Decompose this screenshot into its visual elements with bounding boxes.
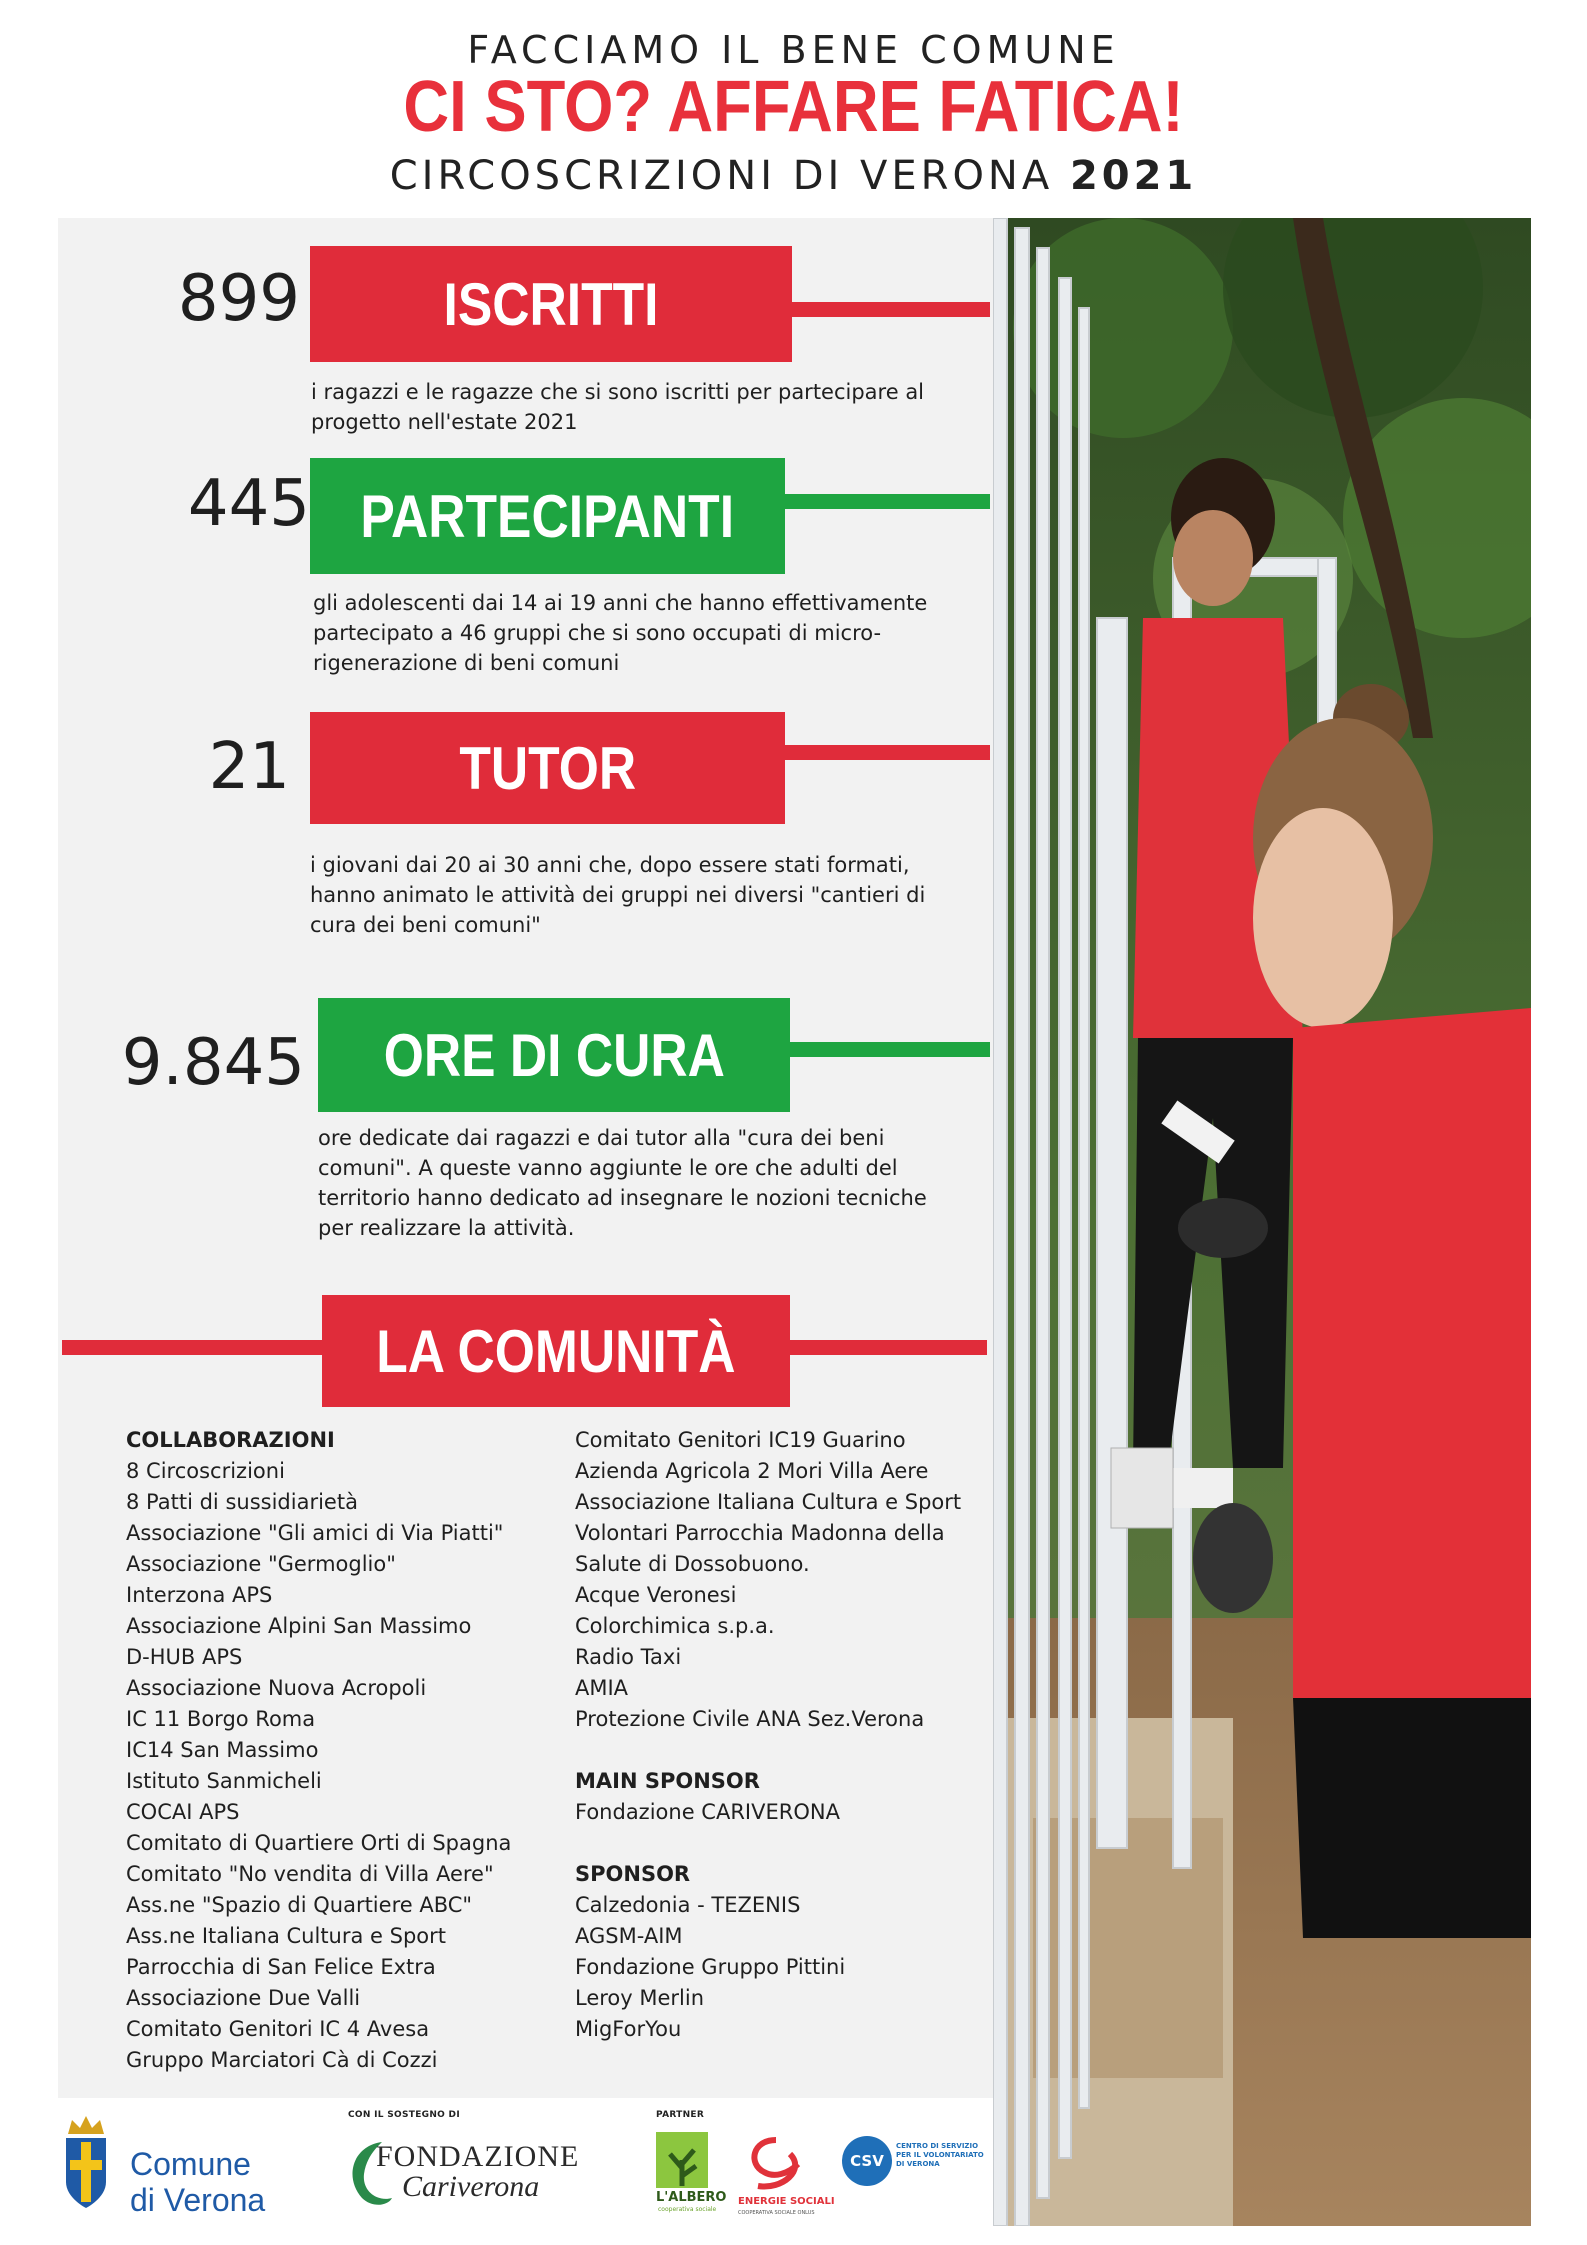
list-item: Associazione "Gli amici di Via Piatti": [126, 1521, 504, 1545]
list-item: Calzedonia - TEZENIS: [575, 1893, 801, 1917]
desc-line: i ragazzi e le ragazze che si sono iscritti per partecipare al: [311, 380, 925, 404]
desc-line: ore dedicate dai ragazzi e dai tutor alla "cura dei beni: [318, 1126, 885, 1150]
stat-bar-iscritti: [790, 302, 990, 317]
header-kicker: FACCIAMO IL BENE COMUNE: [467, 28, 1120, 72]
list-item: Fondazione Gruppo Pittini: [575, 1955, 846, 1979]
list-item: Comitato Genitori IC19 Guarino: [575, 1428, 906, 1452]
list-item: COCAI APS: [126, 1800, 240, 1824]
desc-line: cura dei beni comuni": [310, 913, 541, 937]
list-item: 8 Circoscrizioni: [126, 1459, 285, 1483]
energie-sociali-icon: [738, 2134, 814, 2194]
list-item: Colorchimica s.p.a.: [575, 1614, 775, 1638]
list-item: Associazione "Germoglio": [126, 1552, 396, 1576]
list-item: D-HUB APS: [126, 1645, 243, 1669]
stat-banner-tutor: [310, 712, 785, 824]
desc-line: territorio hanno dedicato ad insegnare le nozioni tecniche: [318, 1186, 927, 1210]
list-item: Associazione Italiana Cultura e Sport: [575, 1490, 962, 1514]
list-item: Radio Taxi: [575, 1645, 682, 1669]
stat-number-ore-di-cura: 9.845: [121, 1026, 305, 1100]
stat-label-ore-di-cura: ORE DI CURA: [383, 1021, 725, 1089]
collaborazioni-heading: COLLABORAZIONI: [126, 1428, 335, 1452]
list-item: Salute di Dossobuono.: [575, 1552, 810, 1576]
csv-line: CENTRO DI SERVIZIO: [896, 2142, 979, 2150]
list-item: IC 11 Borgo Roma: [126, 1707, 316, 1731]
desc-line: partecipato a 46 gruppi che si sono occupati di micro-: [313, 621, 882, 645]
comune-line: Comune: [130, 2146, 251, 2182]
list-spacer: [575, 1828, 990, 1859]
comune-crest-icon: [62, 2112, 110, 2212]
list-item: Protezione Civile ANA Sez.Verona: [575, 1707, 925, 1731]
list-item: Ass.ne Italiana Cultura e Sport: [126, 1924, 447, 1948]
collaborazioni-sponsor-list: [575, 1425, 990, 2045]
list-item: Istituto Sanmicheli: [126, 1769, 322, 1793]
photo-illustration: [993, 218, 1531, 2226]
desc-line: hanno animato le attività dei gruppi nei diversi "cantieri di: [310, 883, 926, 907]
stat-banner-iscritti: [310, 246, 792, 362]
stat-description-partecipanti: [313, 588, 973, 678]
partner-label: PARTNER: [656, 2110, 705, 2120]
sponsor-heading: SPONSOR: [575, 1862, 691, 1886]
list-item: Associazione Alpini San Massimo: [126, 1614, 472, 1638]
stat-banner-partecipanti: [310, 458, 785, 574]
fondazione-line: Cariverona: [402, 2170, 540, 2203]
desc-line: rigenerazione di beni comuni: [313, 651, 620, 675]
stat-bar-tutor: [782, 745, 990, 760]
volunteers-photo: [993, 218, 1531, 2226]
header-subline: [0, 153, 1587, 199]
list-item: Comitato di Quartiere Orti di Spagna: [126, 1831, 512, 1855]
albero-tree-icon: [656, 2132, 708, 2188]
list-item: Associazione Due Valli: [126, 1986, 361, 2010]
albero-name: L'ALBERO: [656, 2190, 727, 2205]
csv-mark: CSV: [850, 2152, 884, 2170]
albero-sub: cooperativa sociale: [658, 2206, 717, 2213]
page-header: [0, 0, 1587, 215]
energie-sub: COOPERATIVA SOCIALE ONLUS: [738, 2210, 815, 2216]
desc-line: progetto nell'estate 2021: [311, 410, 578, 434]
list-item: Fondazione CARIVERONA: [575, 1800, 840, 1824]
fondazione-line: FONDAZIONE: [376, 2140, 580, 2173]
comune-name: [130, 2146, 265, 2218]
support-label: CON IL SOSTEGNO DI: [348, 2110, 460, 2120]
fondazione-name: [376, 2140, 579, 2204]
stat-number-tutor: 21: [208, 730, 290, 804]
community-title: LA COMUNITÀ: [376, 1317, 736, 1385]
stat-label-iscritti: ISCRITTI: [443, 270, 659, 338]
stat-description-tutor: [310, 850, 980, 940]
header-subline-text: CIRCOSCRIZIONI DI VERONA: [389, 153, 1054, 199]
desc-line: per realizzare la attività.: [318, 1216, 575, 1240]
list-item: Ass.ne "Spazio di Quartiere ABC": [126, 1893, 473, 1917]
header-year: 2021: [1069, 153, 1198, 199]
energie-name: ENERGIE SOCIALI: [738, 2196, 835, 2207]
list-item: 8 Patti di sussidiarietà: [126, 1490, 358, 1514]
comune-line: di Verona: [130, 2182, 266, 2218]
csv-line: PER IL VOLONTARIATO: [896, 2151, 984, 2159]
csv-badge-icon: [842, 2136, 892, 2186]
stat-number-partecipanti: 445: [187, 467, 310, 541]
list-item: Associazione Nuova Acropoli: [126, 1676, 427, 1700]
stat-banner-ore-di-cura: [318, 998, 790, 1112]
csv-line: DI VERONA: [896, 2160, 940, 2168]
list-item: Leroy Merlin: [575, 1986, 705, 2010]
list-item: AMIA: [575, 1676, 629, 1700]
list-item: Interzona APS: [126, 1583, 273, 1607]
stat-description-ore-di-cura: [318, 1123, 988, 1243]
list-item: Acque Veronesi: [575, 1583, 737, 1607]
main-sponsor-heading: MAIN SPONSOR: [575, 1769, 760, 1793]
stat-label-partecipanti: PARTECIPANTI: [360, 482, 735, 550]
list-item: Azienda Agricola 2 Mori Villa Aere: [575, 1459, 929, 1483]
community-banner: [322, 1295, 790, 1407]
csv-text: [896, 2142, 984, 2169]
list-item: Volontari Parrocchia Madonna della: [575, 1521, 945, 1545]
list-item: Comitato Genitori IC 4 Avesa: [126, 2017, 430, 2041]
list-item: Comitato "No vendita di Villa Aere": [126, 1862, 494, 1886]
desc-line: comuni". A queste vanno aggiunte le ore che adulti del: [318, 1156, 898, 1180]
list-item: MigForYou: [575, 2017, 682, 2041]
list-item: Parrocchia di San Felice Extra: [126, 1955, 436, 1979]
list-item: Gruppo Marciatori Cà di Cozzi: [126, 2048, 438, 2072]
desc-line: gli adolescenti dai 14 ai 19 anni che hanno effettivamente: [313, 591, 928, 615]
stat-bar-partecipanti: [782, 494, 990, 509]
collaborazioni-list: [126, 1425, 566, 2076]
list-spacer: [575, 1735, 990, 1766]
desc-line: i giovani dai 20 ai 30 anni che, dopo essere stati formati,: [310, 853, 910, 877]
list-item: AGSM-AIM: [575, 1924, 683, 1948]
list-item: IC14 San Massimo: [126, 1738, 319, 1762]
footer-logos: [58, 2098, 993, 2228]
stat-label-tutor: TUTOR: [459, 734, 636, 802]
stat-description-iscritti: [311, 377, 971, 437]
stat-bar-ore-di-cura: [788, 1042, 990, 1057]
header-headline: CI STO? AFFARE FATICA!: [403, 67, 1184, 147]
stat-number-iscritti: 899: [177, 262, 300, 336]
